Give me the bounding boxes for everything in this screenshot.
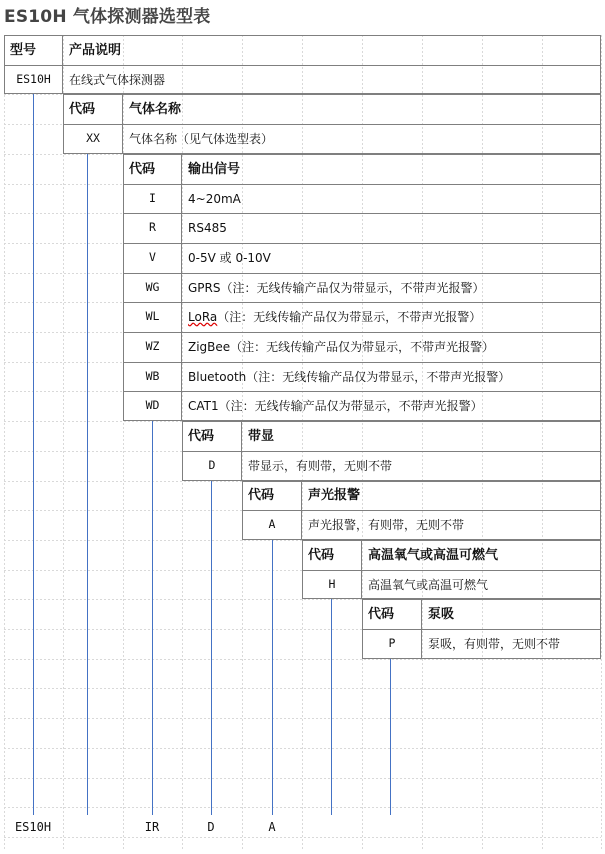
option-description: GPRS（注：无线传输产品仅为带显示，不带声光报警） <box>188 280 485 295</box>
row-divider <box>123 302 601 303</box>
row-divider <box>242 510 601 511</box>
option-code: R <box>149 220 156 235</box>
row-divider <box>302 570 601 571</box>
section-header-name: 输出信号 <box>188 161 241 177</box>
option-description: 0-5V 或 0-10V <box>188 251 271 265</box>
section-header-code: 代码 <box>248 488 275 503</box>
option-code: I <box>149 190 156 205</box>
connector-line <box>33 94 34 815</box>
section-header-code: 代码 <box>308 547 335 563</box>
section-header-code: 代码 <box>368 606 395 622</box>
option-code: A <box>268 517 276 532</box>
section-header-name: 气体名称 <box>129 101 182 117</box>
option-code: V <box>149 250 156 265</box>
option-code: WD <box>145 398 160 413</box>
option-description: 声光报警，有则带，无则不带 <box>308 518 465 532</box>
connector-line <box>152 421 153 815</box>
section-header-name: 带显 <box>248 428 275 444</box>
section-code-column-border <box>123 154 182 421</box>
spellcheck-underlined-text: LoRa <box>188 310 218 324</box>
example-code-part: IR <box>144 820 160 834</box>
option-code: WB <box>145 368 160 383</box>
option-code: WZ <box>145 339 160 354</box>
section-header-name: 产品说明 <box>69 42 122 58</box>
row-divider <box>182 451 601 452</box>
option-description: Bluetooth（注：无线传输产品仅为带显示，不带声光报警） <box>188 369 511 384</box>
example-code-part: A <box>268 820 276 834</box>
section-header-name: 声光报警 <box>308 488 361 503</box>
row-divider <box>362 629 601 630</box>
option-code: WL <box>145 309 160 324</box>
option-description: 高温氧气或高温可燃气 <box>368 577 489 592</box>
option-code: WG <box>145 279 160 294</box>
row-divider <box>123 391 601 392</box>
row-divider <box>4 65 601 66</box>
row-divider <box>123 273 601 274</box>
section-header-code: 代码 <box>129 161 156 177</box>
connector-line <box>331 599 332 815</box>
row-divider <box>123 332 601 333</box>
row-divider <box>63 124 601 125</box>
option-code: H <box>328 576 336 591</box>
section-header-name: 泵吸 <box>428 606 455 622</box>
option-description: 气体名称（见气体选型表） <box>129 132 274 146</box>
section-border <box>123 154 601 421</box>
option-description: CAT1（注：无线传输产品仅为带显示，不带声光报警） <box>188 399 483 413</box>
option-description: 泵吸，有则带，无则不带 <box>428 637 561 651</box>
section-header-code: 型号 <box>10 42 37 58</box>
row-divider <box>123 184 601 185</box>
page-title: ES10H 气体探测器选型表 <box>4 7 211 27</box>
example-code-part: ES10H <box>14 820 52 834</box>
option-code: D <box>208 458 216 473</box>
connector-line <box>272 540 273 815</box>
connector-line <box>211 481 212 815</box>
example-code-part: D <box>207 820 215 834</box>
section-header-code: 代码 <box>69 101 96 117</box>
connector-line <box>87 154 88 815</box>
option-description: 4~20mA <box>188 191 241 206</box>
option-description-rest: （注：无线传输产品仅为带显示，不带声光报警） <box>217 310 482 324</box>
section-header-code: 代码 <box>188 428 215 444</box>
section-header-name: 高温氧气或高温可燃气 <box>368 547 499 563</box>
row-divider <box>123 213 601 214</box>
option-code: P <box>388 636 396 651</box>
row-divider <box>123 362 601 363</box>
option-description: ZigBee（注：无线传输产品仅为带显示，不带声光报警） <box>188 340 495 354</box>
option-description: 在线式气体探测器 <box>69 72 166 87</box>
connector-line <box>390 659 391 815</box>
option-description: 带显示，有则带，无则不带 <box>248 459 393 473</box>
option-description: RS485 <box>188 221 227 235</box>
option-code: ES10H <box>16 71 51 86</box>
option-code: XX <box>86 131 100 146</box>
row-divider <box>123 243 601 244</box>
